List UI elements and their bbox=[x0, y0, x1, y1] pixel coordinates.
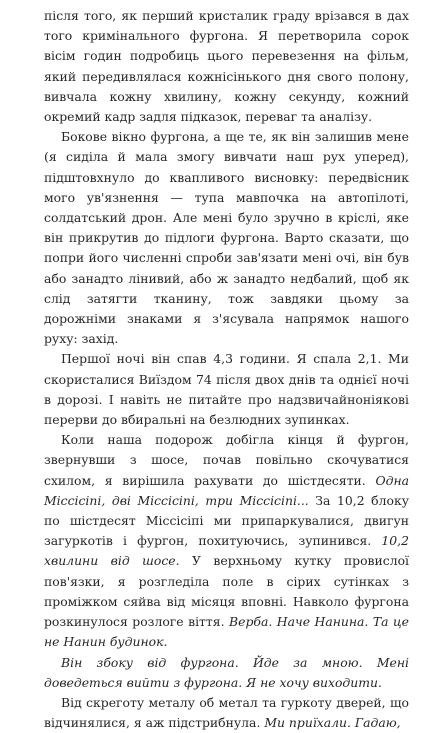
italic-text: Одна Міссісіпі, дві Міссісіпі, три Міссісіпі... bbox=[44, 472, 409, 508]
italic-text: Верба. Наче Нанина. Та це не Нанин будинок. bbox=[44, 614, 410, 650]
italic-text: Він збоку від фургона. Йде за мною. Мені доведеться вийти з фургона. Я не хочу виходити. bbox=[44, 654, 409, 690]
paragraph-1 bbox=[44, 6, 409, 127]
paragraph-6 bbox=[44, 693, 409, 733]
paragraph-2 bbox=[44, 127, 409, 349]
text-run: Я перетворила сорок вісім годин подробиць цього перевезення на фільм, який передивлялася кожнісінького дня свого полону, вивчала кожну хвилину, кожну секунду, кожний окремий кадр задля підказок, переваг та аналізу. bbox=[44, 28, 410, 125]
italic-text: 10,2 хвилини від шосе. bbox=[44, 533, 409, 569]
paragraph-5 bbox=[44, 653, 409, 693]
text-run: За 10,2 блоку по шістдесят Міссісіпі ми припаркувалися, двигун загуркотів і фургон, похитуючись, зупинився. bbox=[44, 492, 409, 549]
text-run: Коли наша подорож добігла кінця й фургон, звернувши з шосе, почав повільно скочуватися схилом, я вирішила рахувати до шістдесяти. bbox=[44, 432, 409, 488]
text-run: Першої ночі він спав 4,3 години. Я спала 2,1. Ми скористалися Виїздом 74 після двох днів та однієї ночі в дорозі. І навіть не питайте про надзвичайноніякові перерви до вбиральні на безлюдних зупинках. bbox=[44, 351, 409, 428]
paragraph-4 bbox=[44, 430, 409, 652]
text-run: Бокове вікно фургона, а ще те, як він залишив мене (я сиділа й мала змогу вивчати наш рух уперед), підштовхнуло до квапливого висновку: передвісник мого ув'язнення — тупа мавпочка на автопілоті, солдатський дрон. Але мені було зручно в кріслі, яке він прикрутив до підлоги фургона. Варто сказати, що попри його численні спроби зав'язати мені очі, він був або занадто лінивий, або ж занадто недбалий, щоб як слід затягти тканину, тож завдяки цьому за дорожніми знаками я з'ясувала напрямок нашого руху: захід. bbox=[44, 129, 409, 347]
text-run: після того, як перший кристалик граду врізався в дах того кримінального фургона. bbox=[44, 8, 409, 44]
italic-text: Ми приїхали. Гадаю, bbox=[264, 715, 401, 731]
text-run: У верхньому кутку провислої пов'язки, я розгледіла поле в сірих сутінках з проміжком сяйва від місяця вповні. Навколо фургона розкинулося розлоге віття. bbox=[44, 553, 409, 630]
paragraph-3 bbox=[44, 349, 409, 430]
text-run: Від скреготу металу об метал та гуркоту дверей, що відчинялися, я аж підстрибнула. bbox=[44, 694, 409, 731]
body-text bbox=[44, 6, 409, 733]
